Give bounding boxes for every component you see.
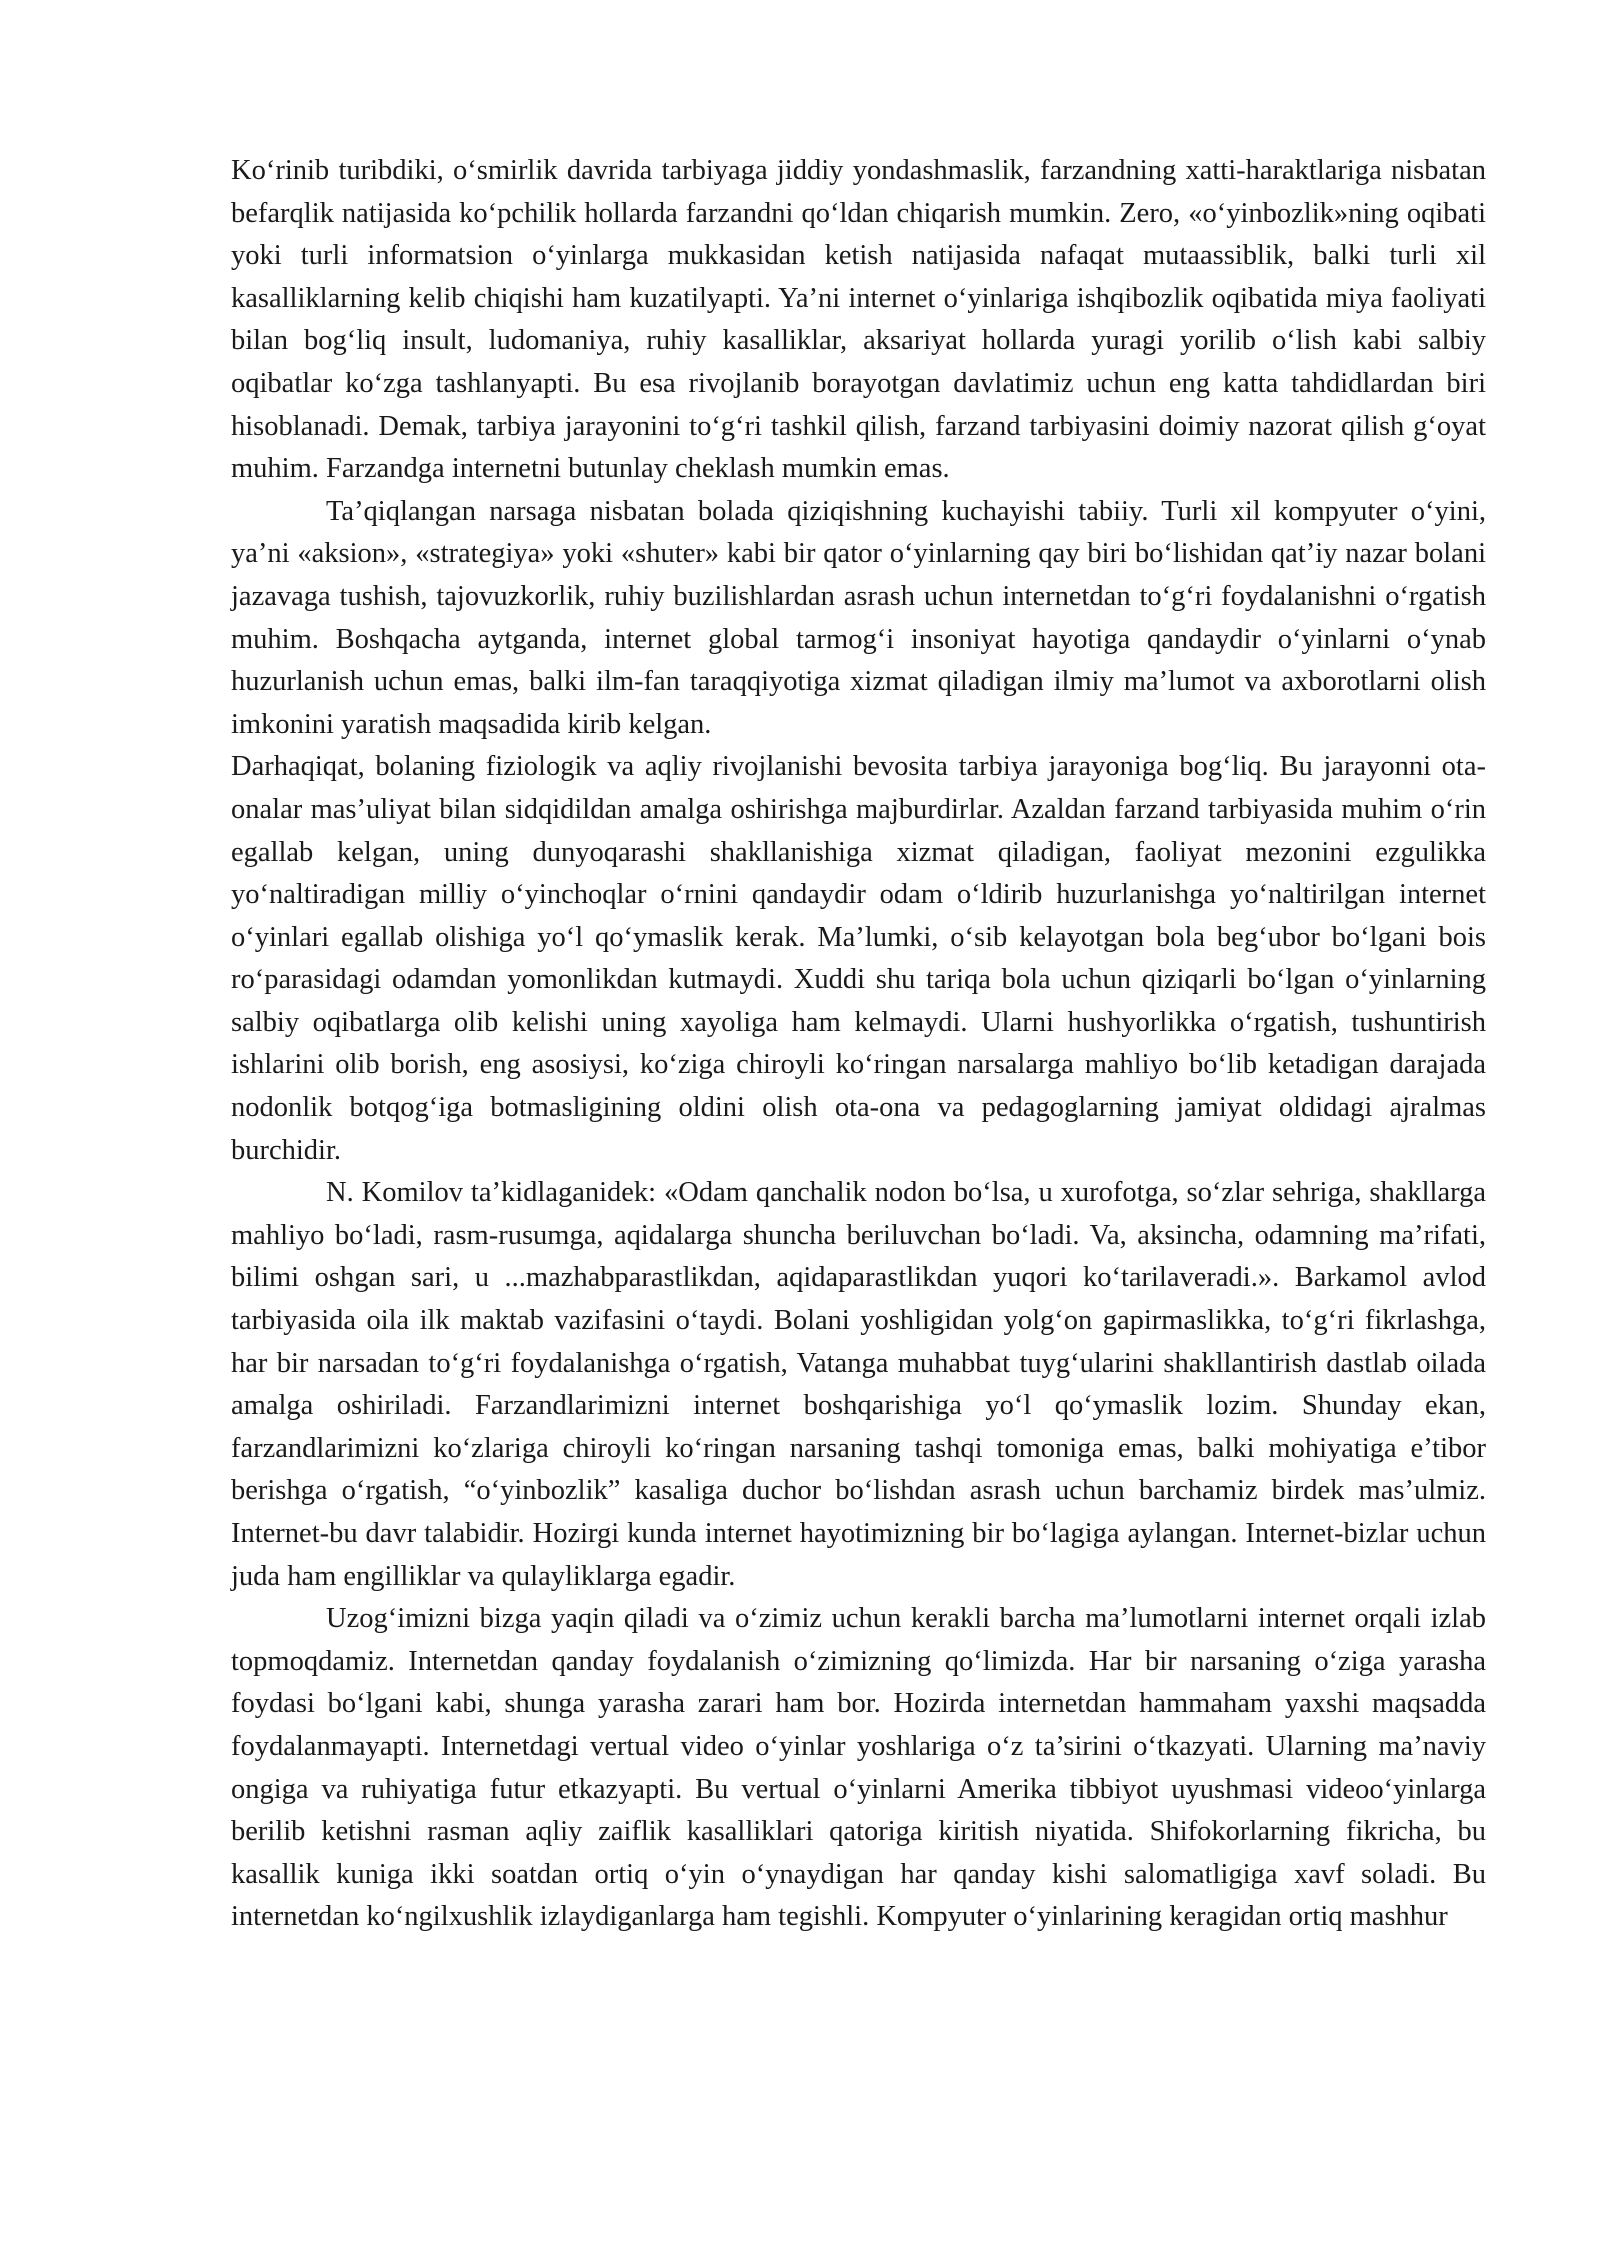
paragraph-3: Darhaqiqat, bolaning fiziologik va aqliy rivojlanishi bevosita tarbiya jarayoniga bogʻliq. Bu jarayonni ota-onalar mas’uliyat bilan sidqidildan amalga oshirishga majburdirlar. Azaldan farzand tarbiyasida muhim oʻrin egallab kelgan, uning dunyoqarashi shakllanishiga xizmat qiladigan, faoliyat mezonini ezgulikka yoʻnaltiradigan milliy oʻyinchoqlar oʻrnini qandaydir odam oʻldirib huzurlanishga yoʻnaltirilgan internet oʻyinlari egallab olishiga yoʻl qoʻymaslik kerak. Ma’lumki, oʻsib kelayotgan bola begʻubor boʻlgani bois roʻparasidagi odamdan yomonlikdan kutmaydi. Xuddi shu tariqa bola uchun qiziqarli boʻlgan oʻyinlarning salbiy oqibatlarga olib kelishi uning xayoliga ham kelmaydi. Ularni hushyorlikka oʻrgatish, tushuntirish ishlarini olib borish, eng asosiysi, koʻziga chiroyli koʻringan narsalarga mahliyo boʻlib ketadigan darajada nodonlik botqogʻiga botmasligining oldini olish ota-ona va pedagoglarning jamiyat oldidagi ajralmas burchidir.	[231, 751, 1486, 1166]
paragraph-5: Uzogʻimizni bizga yaqin qiladi va oʻzimiz uchun kerakli barcha ma’lumotlarni internet orqali izlab topmoqdamiz. Internetdan qanday foydalanish oʻzimizning qoʻlimizda. Har bir narsaning oʻziga yarasha foydasi boʻlgani kabi, shunga yarasha zarari ham bor. Hozirda internetdan hammaham yaxshi maqsadda foydalanmayapti. Internetdagi vertual video oʻyinlar yoshlariga oʻz ta’sirini oʻtkazyati. Ularning ma’naviy ongiga va ruhiyatiga futur etkazyapti. Bu vertual oʻyinlarni Amerika tibbiyot uyushmasi videooʻyinlarga berilib ketishni rasman aqliy zaiflik kasalliklari qatoriga kiritish niyatida. Shifokorlarning fikricha, bu kasallik kuniga ikki soatdan ortiq oʻyin oʻynaydigan har qanday kishi salomatligiga xavf soladi. Bu internetdan koʻngilxushlik izlaydiganlarga ham tegishli. Kompyuter oʻyinlarining keragidan ortiq mashhur	[231, 1603, 1486, 1933]
paragraph-4: N. Komilov ta’kidlaganidek: «Odam qanchalik nodon boʻlsa, u xurofotga, soʻzlar sehriga, shakllarga mahliyo boʻladi, rasm-rusumga, aqidalarga shuncha beriluvchan boʻladi. Va, aksincha, odamning ma’rifati, bilimi oshgan sari, u ...mazhabparastlikdan, aqidaparastlikdan yuqori koʻtarilaveradi.». Barkamol avlod tarbiyasida oila ilk maktab vazifasini oʻtaydi. Bolani yoshligidan yolgʻon gapirmaslikka, toʻgʻri fikrlashga, har bir narsadan toʻgʻri foydalanishga oʻrgatish, Vatanga muhabbat tuygʻularini shakllantirish dastlab oilada amalga oshiriladi. Farzandlarimizni internet boshqarishiga yoʻl qoʻymaslik lozim. Shunday ekan, farzandlarimizni koʻzlariga chiroyli koʻringan narsaning tashqi tomoniga emas, balki mohiyatiga e’tibor berishga oʻrgatish, “oʻyinbozlik” kasaliga duchor boʻlishdan asrash uchun barchamiz birdek mas’ulmiz. Internet-bu davr talabidir. Hozirgi kunda internet hayotimizning bir boʻlagiga aylangan. Internet-bizlar uchun juda ham engilliklar va qulayliklarga egadir.	[231, 1177, 1486, 1592]
paragraph-2: Ta’qiqlangan narsaga nisbatan bolada qiziqishning kuchayishi tabiiy. Turli xil kompyuter oʻyini, ya’ni «aksion», «strategiya» yoki «shuter» kabi bir qator oʻyinlarning qay biri boʻlishidan qat’iy nazar bolani jazavaga tushish, tajovuzkorlik, ruhiy buzilishlardan asrash uchun internetdan toʻgʻri foydalanishni oʻrgatish muhim. Boshqacha aytganda, internet global tarmogʻi insoniyat hayotiga qandaydir oʻyinlarni oʻynab huzurlanish uchun emas, balki ilm-fan taraqqiyotiga xizmat qiladigan ilmiy ma’lumot va axborotlarni olish imkonini yaratish maqsadida kirib kelgan.	[231, 495, 1486, 740]
paragraph-1: Koʻrinib turibdiki, oʻsmirlik davrida tarbiyaga jiddiy yondashmaslik, farzandning xatti-haraktlariga nisbatan befarqlik natijasida koʻpchilik hollarda farzandni qoʻldan chiqarish mumkin. Zero, «oʻyinbozlik»ning oqibati yoki turli informatsion oʻyinlarga mukkasidan ketish natijasida nafaqat mutaassiblik, balki turli xil kasalliklarning kelib chiqishi ham kuzatilyapti. Ya’ni internet oʻyinlariga ishqibozlik oqibatida miya faoliyati bilan bogʻliq insult, ludomaniya, ruhiy kasalliklar, aksariyat hollarda yuragi yorilib oʻlish kabi salbiy oqibatlar koʻzga tashlanyapti. Bu esa rivojlanib borayotgan davlatimiz uchun eng katta tahdidlardan biri hisoblanadi. Demak, tarbiya jarayonini toʻgʻri tashkil qilish, farzand tarbiyasini doimiy nazorat qilish gʻoyat muhim. Farzandga internetni butunlay cheklash mumkin emas.	[231, 155, 1486, 485]
document-page	[231, 150, 1486, 1939]
